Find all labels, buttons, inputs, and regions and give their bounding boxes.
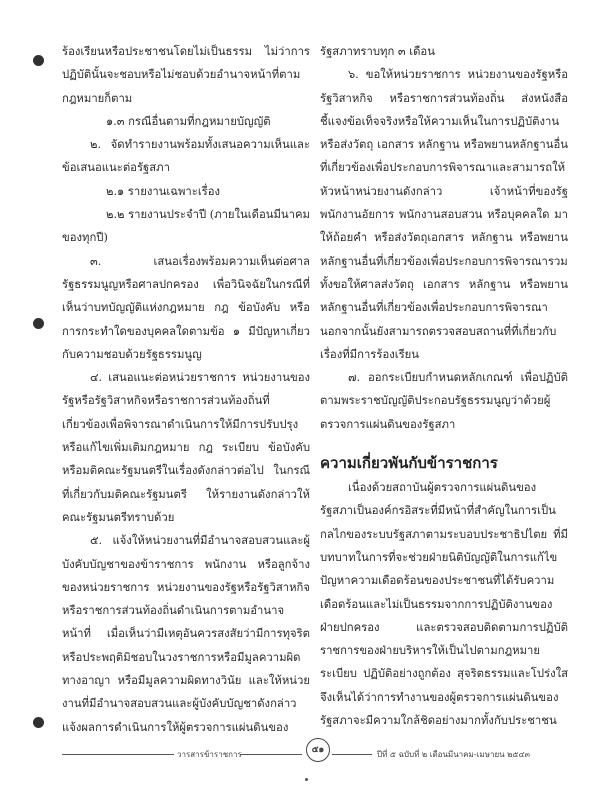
paragraph: รัฐสภาทราบทุก ๓ เดือน: [320, 45, 435, 58]
paragraph: ๒.๑ รายงานเฉพาะเรื่อง: [106, 184, 221, 198]
paragraph: เนื่องด้วยสถาบันผู้ตรวจการแผ่นดินของรัฐสภาเป็นองค์กรอิสระที่มีหน้าที่สำคัญในการเป็นกลไกของระบบรัฐสภาตามระบอบประชาธิปไตย ที่มีบทบาทในการที่จะช่วยฝ่ายนิติบัญญัติในการแก้ไขปัญหาความเดือดร้อนของประชาชนที่ได้รับความเดือดร้อนและไม่เป็นธรรมจากการปฏิบัติงานของฝ่ายปกครอง และตรวจสอบติดตามการปฏิบัติราชการของฝ่ายบริหารให้เป็นไปตามกฎหมาย ระเบียบ ปฏิบัติอย่างถูกต้อง สุจริตธรรมและโปร่งใส จึงเห็นได้ว่าการทำงานของผู้ตรวจการแผ่นดินของรัฐสภาจะมีความใกล้ชิดอย่างมากทั้งกับประชาชน: [320, 481, 568, 728]
paragraph: ๑.๓ กรณีอื่นตามที่กฎหมายบัญญัติ: [106, 114, 271, 128]
footer-rule-mid-left: [240, 754, 302, 755]
binding-hole-middle: [33, 318, 44, 329]
paragraph: ๒.๒ รายงานประจำปี (ภายในเดือนมีนาคมของทุกปี): [62, 208, 310, 245]
page-footer: [62, 745, 562, 761]
paragraph: ร้องเรียนหรือประชาชนโดยไม่เป็นธรรม ไม่ว่าการปฏิบัตินั้นจะชอบหรือไม่ชอบด้วยอำนาจหน้าที่ตามกฎหมายก็ตาม: [62, 45, 310, 105]
paragraph: ๔. เสนอแนะต่อหน่วยราชการ หน่วยงานของรัฐหรือรัฐวิสาหกิจหรือราชการส่วนท้องถิ่นที่เกี่ยวข้องเพื่อพิจารณาดำเนินการให้มีการปรับปรุงหรือแก้ไขเพิ่มเติมกฎหมาย กฎ ระเบียบ ข้อบังคับหรือมติคณะรัฐมนตรีในเรื่องดังกล่าวต่อไป ในกรณีที่เกี่ยวกับมติคณะรัฐมนตรี ให้รายงานดังกล่าวให้คณะรัฐมนตรีทราบด้วย: [62, 371, 310, 524]
paragraph: ๖. ขอให้หน่วยราชการ หน่วยงานของรัฐหรือรัฐวิสาหกิจ หรือราชการส่วนท้องถิ่น ส่งหนังสือชี้แจงข้อเท็จจริงหรือให้ความเห็นในการปฏิบัติงานหรือส่งวัตถุ เอกสาร หลักฐาน หรือพยานหลักฐานอื่นที่เกี่ยวข้องเพื่อประกอบการพิจารณาและสามารถให้หัวหน้าหน่วยงานดังกล่าว เจ้าหน้าที่ของรัฐ พนักงานอัยการ พนักงานสอบสวน หรือบุคคลใด มาให้ถ้อยคำ หรือส่งวัตถุเอกสาร หลักฐาน หรือพยานหลักฐานอื่นที่เกี่ยวข้องเพื่อประกอบการพิจารณารวมทั้งขอให้ศาลส่งวัตถุ เอกสาร หลักฐาน หรือพยานหลักฐานอื่นที่เกี่ยวข้องเพื่อประกอบการพิจารณา นอกจากนั้นยังสามารถตรวจสอบสถานที่ที่เกี่ยวกับเรื่องที่มีการร้องเรียน: [320, 68, 568, 361]
paragraph: ๒. จัดทำรายงานพร้อมทั้งเสนอความเห็นและข้อเสนอแนะต่อรัฐสภา: [62, 138, 310, 175]
page-mark: [305, 778, 308, 781]
right-column-paragraphs: [320, 40, 568, 436]
paragraph: ๗. ออกระเบียบกำหนดหลักเกณฑ์ เพื่อปฏิบัติตามพระราชบัญญัติประกอบรัฐธรรมนูญว่าด้วยผู้ตรวจการแผ่นดินของรัฐสภา: [320, 371, 568, 431]
paragraph: ๓. เสนอเรื่องพร้อมความเห็นต่อศาลรัฐธรรมนูญหรือศาลปกครอง เพื่อวินิจฉัยในกรณีที่เห็นว่าบทบัญญัติแห่งกฎหมาย กฎ ข้อบังคับ หรือการกระทำใดของบุคคลใดตามข้อ ๑ มีปัญหาเกี่ยวกับความชอบด้วยรัฐธรรมนูญ: [62, 254, 310, 361]
right-column: [320, 40, 568, 732]
binding-hole-top: [33, 55, 44, 66]
left-column: [62, 40, 310, 739]
footer-issue: ปีที่ ๕ ฉบับที่ ๒ เดือนมีนาคม-เมษายน ๒๕๔๓: [377, 750, 531, 759]
paragraph: ๕. แจ้งให้หน่วยงานที่มีอำนาจสอบสวนและผู้บังคับบัญชาของข้าราชการ พนักงาน หรือลูกจ้างของหน่วยราชการ หน่วยงานของรัฐหรือรัฐวิสาหกิจหรือราชการส่วนท้องถิ่นดำเนินการตามอำนาจหน้าที่ เมื่อเห็นว่ามีเหตุอันควรสงสัยว่ามีการทุจริตหรือประพฤติมิชอบในวงราชการหรือมีมูลความผิดทางอาญา หรือมีมูลความผิดทางวินัย และให้หน่วยงานที่มีอำนาจสอบสวนและผู้บังคับบัญชาดังกล่าวแจ้งผลการดำเนินการให้ผู้ตรวจการแผ่นดินของ: [62, 534, 310, 734]
section-heading: ความเกี่ยวพันกับข้าราชการ: [320, 454, 498, 473]
right-column-body: [320, 476, 568, 732]
footer-rule-left: [62, 754, 174, 755]
footer-magazine-title: วารสารข้าราชการ: [177, 750, 242, 759]
footer-rule-mid-right: [332, 754, 372, 755]
binding-hole-bottom: [33, 717, 44, 728]
page-number: ๕๑: [306, 738, 330, 762]
